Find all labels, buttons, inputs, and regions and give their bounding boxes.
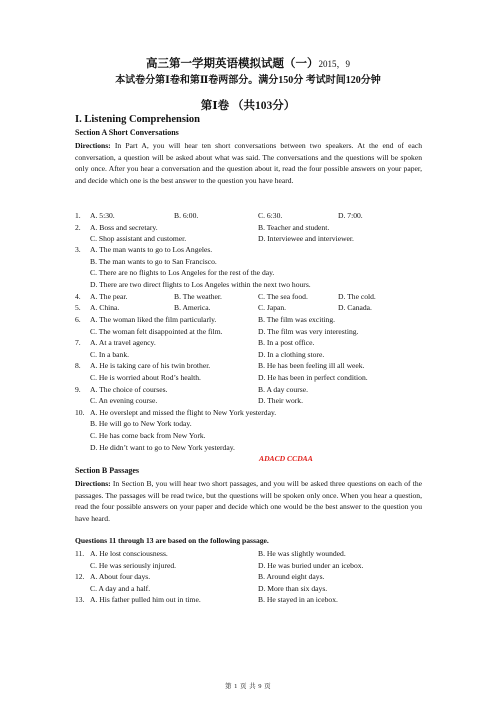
question-text: 4. <box>75 292 81 301</box>
question-text: A. His father pulled him out in time. <box>90 595 201 604</box>
section-a-directions: Directions: In Part A, you will hear ten short conversations between two speakers. At the end of each conversation, a question will be asked about what was said. The conversations and the questions will be spoken only once. After you hear a conversation and the question about it, read the four possible answers on your paper, and decide which one is the best answer to the question you have heard. <box>75 141 422 185</box>
section-title: I. Listening Comprehension <box>75 114 200 125</box>
question-row <box>75 256 425 267</box>
question-text: A. He is taking care of his twin brother. <box>90 361 211 370</box>
question-text: C. He is worried about Rod’s health. <box>90 373 201 382</box>
question-row <box>75 210 425 221</box>
passage-question-heading: Questions 11 through 13 are based on the following passage. <box>75 536 269 545</box>
question-text: C. A day and a half. <box>90 584 151 593</box>
question-text: 3. <box>75 245 81 254</box>
question-text: 8. <box>75 361 81 370</box>
question-row <box>75 337 425 348</box>
question-text: C. He has come back from New York. <box>90 431 206 440</box>
question-row <box>75 267 425 278</box>
question-text: A. The choice of courses. <box>90 385 168 394</box>
question-text: D. Interviewee and interviewer. <box>258 234 354 243</box>
question-row <box>75 395 425 406</box>
question-row <box>75 279 425 290</box>
question-text: 7. <box>75 338 81 347</box>
question-text: A. The woman liked the film particularly. <box>90 315 217 324</box>
section-b-title: Section B Passages <box>75 466 139 475</box>
question-text: B. He stayed in an icebox. <box>258 595 338 604</box>
question-row <box>75 302 425 313</box>
question-text: 2. <box>75 223 81 232</box>
question-text: D. Their work. <box>258 396 303 405</box>
question-text: D. He was buried under an icebox. <box>258 561 364 570</box>
question-row <box>75 583 425 594</box>
question-text: C. He was seriously injured. <box>90 561 177 570</box>
question-text: B. 6:00. <box>174 211 199 220</box>
question-text: A. About four days. <box>90 572 151 581</box>
question-text: 10. <box>75 408 85 417</box>
question-row <box>75 326 425 337</box>
question-text: C. 6:30. <box>258 211 283 220</box>
question-text: B. America. <box>174 303 211 312</box>
question-text: C. Japan. <box>258 303 287 312</box>
question-row <box>75 384 425 395</box>
question-row <box>75 349 425 360</box>
question-text: C. The woman felt disappointed at the film. <box>90 327 223 336</box>
question-text: A. At a travel agency. <box>90 338 156 347</box>
question-row <box>75 372 425 383</box>
question-text: B. He has been feeling ill all week. <box>258 361 365 370</box>
part-title: 第Ⅰ卷 （共103分） <box>200 100 296 112</box>
question-text: D. Canada. <box>338 303 372 312</box>
question-text: D. In a clothing store. <box>258 350 325 359</box>
exam-title: 高三第一学期英语模拟试题（一）2015，9 <box>145 58 350 70</box>
question-text: D. The cold. <box>338 292 376 301</box>
question-text: D. More than six days. <box>258 584 328 593</box>
question-text: D. The film was very interesting. <box>258 327 359 336</box>
question-text: A. The pear. <box>90 292 128 301</box>
question-text: 11. <box>75 549 85 558</box>
question-text: C. In a bank. <box>90 350 130 359</box>
question-row <box>75 314 425 325</box>
question-text: D. 7:00. <box>338 211 363 220</box>
question-text: C. There are no flights to Los Angeles for the rest of the day. <box>90 268 275 277</box>
exam-date: 2015，9 <box>318 59 350 69</box>
question-text: 12. <box>75 572 85 581</box>
question-text: A. 5:30. <box>90 211 115 220</box>
question-text: C. Shop assistant and customer. <box>90 234 187 243</box>
question-row <box>75 244 425 255</box>
question-row <box>75 407 425 418</box>
question-text: A. China. <box>90 303 120 312</box>
question-row <box>75 222 425 233</box>
question-text: A. He overslept and missed the flight to New York yesterday. <box>90 408 277 417</box>
question-text: A. Boss and secretary. <box>90 223 158 232</box>
section-b-directions: Directions: In Section B, you will hear two short passages, and you will be asked three questions on each of the passages. The passages will be read twice, but the questions will be spoken only once. When you hear a question, read the four possible answers on your paper and decide which one would be the best answer to the question you have heard. <box>75 479 422 523</box>
question-text: A. He lost consciousness. <box>90 549 168 558</box>
question-row <box>75 571 425 582</box>
question-text: B. Around eight days. <box>258 572 325 581</box>
question-text: D. There are two direct flights to Los Angeles within the next two hours. <box>90 280 311 289</box>
question-row <box>75 430 425 441</box>
page-footer: 第 1 页 共 9 页 <box>224 683 272 690</box>
question-text: 6. <box>75 315 81 324</box>
question-text: B. He will go to New York today. <box>90 419 192 428</box>
section-a-title: Section A Short Conversations <box>75 128 179 137</box>
question-row <box>75 442 425 453</box>
question-text: 13. <box>75 595 85 604</box>
question-text: D. He didn’t want to go to New York yesterday. <box>90 443 235 452</box>
question-row <box>75 360 425 371</box>
question-text: B. In a post office. <box>258 338 315 347</box>
question-row <box>75 291 425 302</box>
question-text: B. A day course. <box>258 385 308 394</box>
answer-key: ADACD CCDAA <box>259 454 313 463</box>
question-text: B. The man wants to go to San Francisco. <box>90 257 217 266</box>
question-text: B. He was slightly wounded. <box>258 549 346 558</box>
question-row <box>75 418 425 429</box>
question-text: 9. <box>75 385 81 394</box>
exam-subtitle: 本试卷分第Ⅰ卷和第Ⅱ卷两部分。满分150分 考试时间120分钟 <box>115 75 381 86</box>
question-row <box>75 233 425 244</box>
question-text: C. An evening course. <box>90 396 158 405</box>
question-text: D. He has been in perfect condition. <box>258 373 368 382</box>
question-row <box>75 548 425 559</box>
question-text: B. The film was exciting. <box>258 315 336 324</box>
question-text: 1. <box>75 211 81 220</box>
question-row <box>75 594 425 605</box>
question-text: B. Teacher and student. <box>258 223 330 232</box>
question-text: B. The weather. <box>174 292 222 301</box>
question-text: A. The man wants to go to Los Angeles. <box>90 245 213 254</box>
question-text: 5. <box>75 303 81 312</box>
question-row <box>75 560 425 571</box>
question-text: C. The sea food. <box>258 292 308 301</box>
